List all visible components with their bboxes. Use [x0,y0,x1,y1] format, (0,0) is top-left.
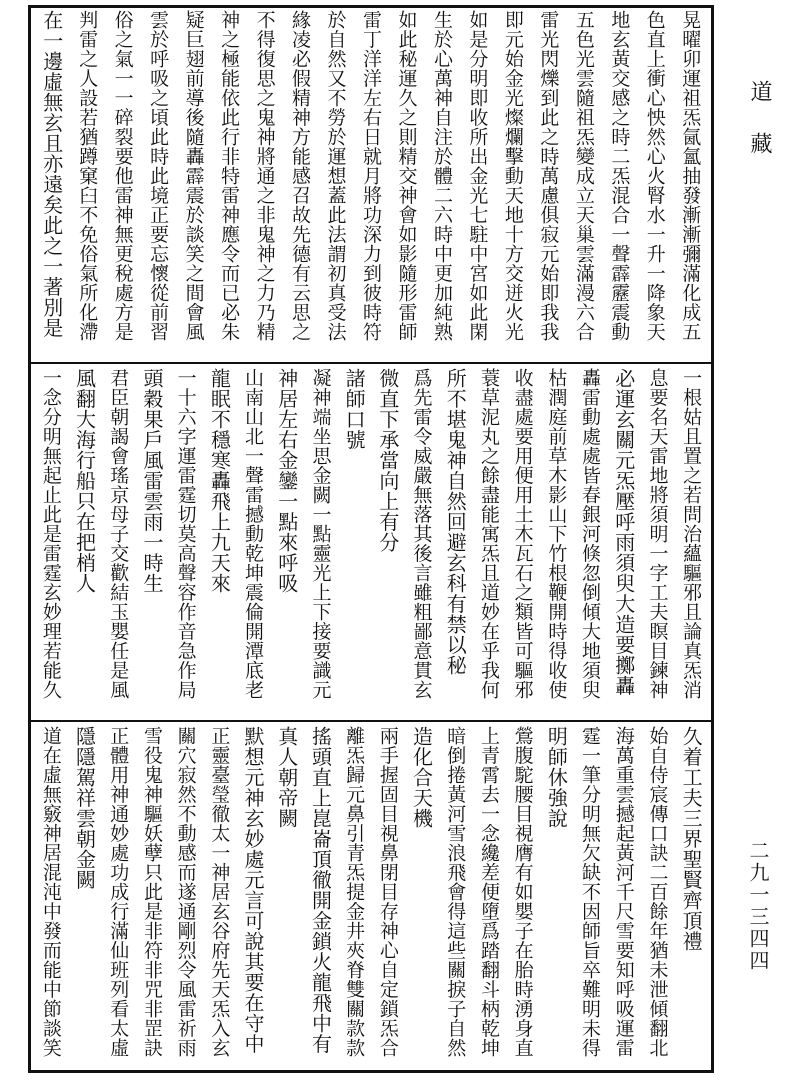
text-column: 地玄黃交感之時二炁混合一聲霹靂震動 [608,10,631,342]
text-column: 收盡處要用便用土木瓦石之類皆可驅邪 [511,368,534,700]
text-column: 不得復思之鬼神將通之非鬼神之力乃精 [253,10,276,342]
text-column: 雲於呼吸之頃此時此境正要忘懷從前習 [147,10,170,342]
text-column: 神之極能依此行非特雷神應令而已必朱 [218,10,241,342]
text-column: 於自然又不勞於運想蓋此法謂初真受法 [324,10,347,342]
text-column: 一根姑且置之若問治蘊驅邪且論真炁消 [680,368,703,700]
text-column: 正靈臺瑩徹太一神居玄谷府先天炁入玄 [208,726,231,1058]
text-column: 道在虛無竅神居混沌中發而能中節談笑 [39,726,62,1058]
text-column: 頭穀果戶風雷雲雨一時生 [139,368,164,594]
text-column: 明師休強說 [544,726,569,829]
text-column: 海萬重雲撼起黃河千尺雪要知呼吸運雷 [612,726,635,1058]
text-column: 所不堪鬼神自然回避玄科有禁以秘 [443,368,468,676]
text-column: 枯潤庭前草木影山下竹根鞭開時得收使 [545,368,568,700]
text-column: 晃曜卯運祖炁氤氳抽發漸漸彌滿化成五 [679,10,702,342]
text-column: 關穴寂然不動感而遂通剛烈令風雷祈雨 [174,726,197,1058]
text-column: 息要名天雷地將須明一字工夫瞑目鍊神 [646,368,669,700]
text-column: 風翻大海行船只在把梢人 [72,368,97,594]
text-column: 雷光閃爍到此之時萬慮俱寂元始即我我 [537,10,560,342]
text-column: 山南山北一聲雷撼動乾坤震倫開潭底老 [242,368,265,700]
text-column: 轟雷動處處皆春銀河倏忽倒傾大地須臾 [579,368,602,700]
text-column: 雷丁洋洋左右日就月將功深力到彼時符 [360,10,382,342]
panel-divider-2 [28,720,714,722]
margin-page-number: 二九一三四四 [746,840,770,972]
margin-title: 道藏 [747,80,772,184]
text-column: 隱隱駕祥雲朝金闕 [72,726,97,890]
text-column: 微直下承當向上有分 [375,368,400,553]
text-column: 兩手握固目視鼻閉目存神心自定鎖炁合 [376,726,399,1058]
text-column: 即元始金光燦爛擊動天地十方交迸火光 [501,10,524,342]
text-column: 五色光雲隨祖炁變成立天巢雲滿漫六合 [572,10,595,342]
text-column: 造化合天機 [409,726,434,829]
text-column: 色直上衝心怏然心火腎水一升一降象天 [643,10,666,342]
text-column: 爲先雷令威嚴無落其後言雖粗鄙意貫玄 [410,368,433,700]
text-column: 鶯腹駝腰目視膺有如嬰子在胎時湧身直 [511,726,534,1058]
text-column: 龍眠不穩寒轟飛上九天來 [207,368,232,594]
text-column: 雪役鬼神驅妖孽只此是非符非咒非罡訣 [140,726,163,1058]
text-column: 始自侍宸傳口訣二百餘年猶未泄傾翻北 [646,726,669,1058]
text-column: 諸師口號 [342,368,367,450]
text-column: 疑巨翅前導後隨轟霹震於談笑之間會風 [182,10,205,342]
text-column: 俗之氣一一碎裂要他雷神無更稅處方是 [111,10,134,342]
text-column: 緣凌必假精神方能感召故先德有云思之 [289,10,312,342]
text-column: 神居左右金鑾一點來呼吸 [274,368,299,594]
text-column: 君臣朝謁會瑤京母子交歡結玉嬰任是風 [107,368,130,700]
text-column: 霆一筆分明無欠缺不因師旨卒難明未得 [579,726,602,1058]
text-column: 久着工夫三界聖賢齊頂禮 [679,726,704,952]
text-column: 真人朝帝闕 [274,726,299,829]
text-column: 判雷之人設若猶蹲窠臼不免俗氣所化滯 [76,10,99,342]
text-column: 一十六字運雷霆切莫高聲容作音急作局 [174,368,197,700]
text-column: 凝神端坐思金闕一點靈光上下接要識元 [309,368,332,700]
panel-divider-1 [28,362,714,364]
text-column: 暗倒捲黃河雪浪飛會得這些關捩子自然 [444,726,467,1058]
text-panel-bottom [34,726,708,1068]
text-column: 如此秘運久之則精交神會如影隨形雷師 [395,10,418,342]
text-column: 默想元神玄妙處元言可說其要在守中 [241,726,266,1054]
text-column: 生於心萬神自注於體二六時中更加純熟 [430,10,453,342]
text-column: 必運玄關元炁壓呼雨須臾大造要擲轟 [611,368,636,696]
text-panel-middle [34,368,708,716]
text-column: 如是分明即收所出金光七駐中宮如此閑 [466,10,489,342]
text-panel-top [34,10,708,358]
text-column: 蓑草泥丸之餘盡能寓炁且道妙在乎我何 [477,368,500,700]
text-column: 上青霄去一念纔差便墮爲踏翻斗柄乾坤 [477,726,500,1058]
text-column: 正體用神通妙處功成行滿仙班列看太虛 [107,726,130,1058]
text-column: 一念分明無起止此是雷霆玄妙理若能久 [39,368,62,700]
text-column: 離炁歸元鼻引青炁提金井夾脊雙關款款 [343,726,366,1058]
text-column: 搖頭直上崑崙頂徹開金鎖火龍飛中有 [308,726,333,1054]
text-column: 在一邊虛無玄且亦遠矣此之一著別是 [39,10,64,338]
